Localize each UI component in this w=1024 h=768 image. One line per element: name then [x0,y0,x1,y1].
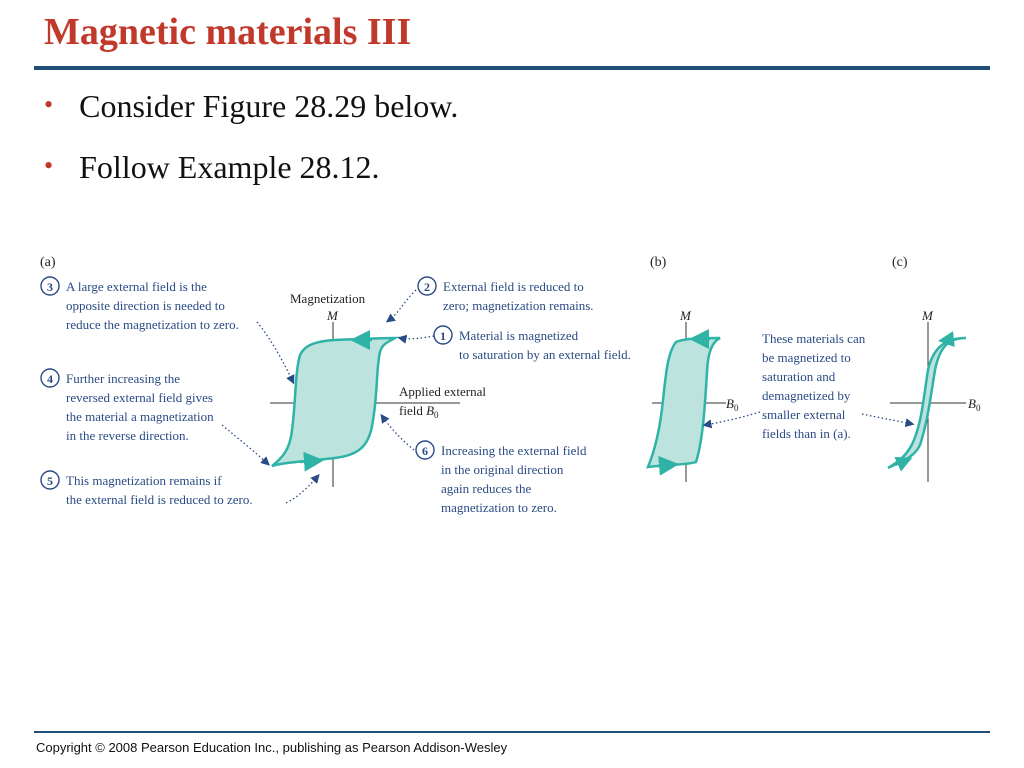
svg-text:the external field is reduced: the external field is reduced to zero. [66,492,253,507]
b0-label-c: $B_0$ [968,396,981,413]
svg-text:to saturation by an external f: to saturation by an external field. [459,347,631,362]
footer-divider [34,731,990,733]
bullet-icon: • [44,150,54,180]
svg-text:1: 1 [440,329,446,343]
step-2 [418,277,594,313]
loop-arrow-bottom [300,461,314,462]
svg-text:These materials can: These materials can [762,331,866,346]
svg-text:smaller external: smaller external [762,407,846,422]
svg-text:Increasing the external field: Increasing the external field [441,443,587,458]
b0-label-b: $B_0$ [726,396,739,413]
m-label-a: M [327,308,338,323]
note-c [762,331,866,441]
step-3 [41,277,239,332]
svg-text:in the original direction: in the original direction [441,462,564,477]
svg-text:Material is magnetized: Material is magnetized [459,328,579,343]
panel-c-loop [888,308,981,482]
bullet-icon: • [44,89,54,119]
bullet-text: Follow Example 28.12. [79,149,380,185]
panel-label-c: (c) [892,255,908,270]
hysteresis-loop-a [272,338,395,466]
svg-text:be magnetized to: be magnetized to [762,350,851,365]
slide-title: Magnetic materials III [44,11,412,53]
magnetization-label: Magnetization [290,291,366,306]
step-1 [434,326,631,362]
svg-text:reduce the magnetization to ze: reduce the magnetization to zero. [66,317,239,332]
svg-text:2: 2 [424,280,430,294]
step-6 [416,441,587,515]
svg-text:A large external field is the: A large external field is the [66,279,207,294]
svg-text:demagnetized by: demagnetized by [762,388,851,403]
svg-text:fields than in (a).: fields than in (a). [762,426,851,441]
svg-text:4: 4 [47,372,53,386]
m-label-c: M [922,308,933,323]
step-4 [41,369,214,443]
svg-text:saturation and: saturation and [762,369,836,384]
m-label-b: M [680,308,691,323]
svg-text:in the reverse direction.: in the reverse direction. [66,428,189,443]
svg-text:zero; magnetization remains.: zero; magnetization remains. [443,298,594,313]
svg-text:External field is reduced to: External field is reduced to [443,279,584,294]
applied-label-2: field $B_0$ [399,403,439,420]
svg-text:the material a magnetization: the material a magnetization [66,409,214,424]
svg-text:again reduces the: again reduces the [441,481,532,496]
svg-text:This magnetization remains if: This magnetization remains if [66,473,222,488]
svg-text:opposite direction is needed t: opposite direction is needed to [66,298,225,313]
svg-text:Further increasing the: Further increasing the [66,371,181,386]
copyright-footer: Copyright © 2008 Pearson Education Inc., publishing as Pearson Addison-Wesley [36,740,508,755]
svg-text:reversed external field gives: reversed external field gives [66,390,213,405]
svg-text:magnetization to zero.: magnetization to zero. [441,500,557,515]
panel-label-b: (b) [650,255,667,270]
bullet-text: Consider Figure 28.29 below. [79,88,459,124]
svg-text:3: 3 [47,280,53,294]
step-5 [41,471,253,507]
applied-label-1: Applied external [399,384,486,399]
svg-text:5: 5 [47,474,53,488]
panel-label-a: (a) [40,255,56,270]
panel-b-loop [648,308,739,482]
svg-text:6: 6 [422,444,428,458]
